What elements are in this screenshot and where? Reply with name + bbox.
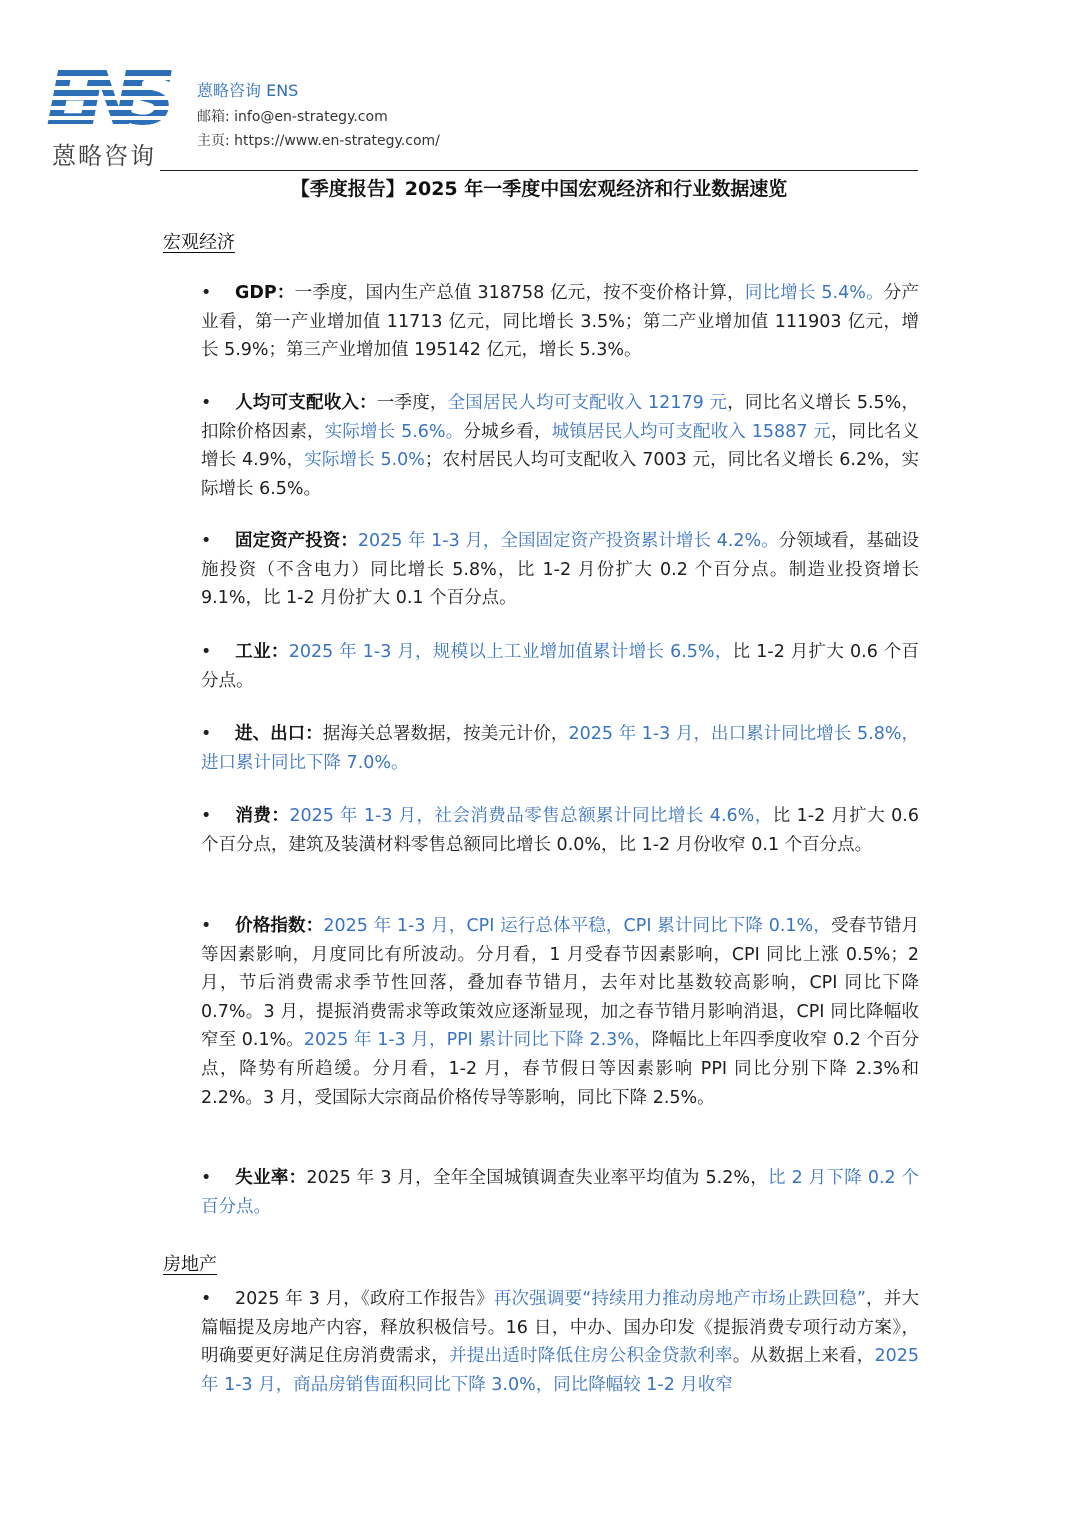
bullet-icon: • bbox=[201, 1168, 212, 1188]
body-text: ，并大篇幅提及房地产内容，释放积极信号。16 日，中办、国办印发《提振消费专项行动方案》，明确要更好满足住房消费需求， bbox=[201, 1289, 919, 1367]
real-estate-item bbox=[201, 1285, 919, 1399]
ens-logo-mark bbox=[44, 56, 172, 136]
item-label: 进、出口： bbox=[235, 724, 323, 744]
bullet-icon: • bbox=[201, 393, 212, 413]
body-text: 。从数据上来看， bbox=[732, 1346, 875, 1367]
highlighted-text: 实际增长 5.0% bbox=[304, 450, 425, 471]
body-text: 比 1-2 月扩大 0.6 个百分点。 bbox=[201, 642, 920, 691]
body-text: 2025 年 3 月，全年全国城镇调查失业率平均值为 5.2%， bbox=[306, 1168, 769, 1188]
highlighted-text: 同比增长 5.4%。 bbox=[744, 283, 884, 303]
body-text: 降幅比上年四季度收窄 0.2 个百分点，降势有所趋缓。分月看，1-2 月，春节假日等因素影响 PPI 同比分别下降 2.3%和 2.2%。3 月，受国际大宗商品价格传导等影响，同比下降 2.5%。 bbox=[201, 1030, 919, 1108]
body-text: 分产业看，第一产业增加值 11713 亿元，同比增长 3.5%；第二产业增加值 111903 亿元，增长 5.9%；第三产业增加值 195142 亿元，增长 5.3%。 bbox=[201, 283, 920, 361]
highlighted-text: 全国居民人均可支配收入 12179 元 bbox=[447, 393, 728, 413]
section-heading-real-estate: 房地产 bbox=[163, 1254, 217, 1275]
logo-chinese-name: 蒽略咨询 bbox=[52, 142, 156, 170]
macro-item-income bbox=[201, 389, 919, 503]
highlighted-text: 比 2 月下降 0.2 个百分点。 bbox=[201, 1168, 919, 1217]
item-label: 工业： bbox=[235, 642, 289, 662]
macro-item-investment bbox=[201, 527, 919, 613]
body-text: ，同比名义增长 5.5%，扣除价格因素， bbox=[201, 393, 920, 442]
body-text: 分城乡看， bbox=[463, 421, 552, 442]
bullet-icon: • bbox=[201, 724, 212, 744]
header-divider bbox=[160, 170, 918, 171]
macro-item-trade bbox=[201, 720, 919, 777]
item-label: 消费： bbox=[235, 806, 290, 826]
highlighted-text: 2025 年 1-3 月，规模以上工业增加值累计增长 6.5%， bbox=[288, 642, 733, 662]
brand-block bbox=[197, 78, 440, 154]
highlighted-text: 城镇居民人均可支配收入 15887 元 bbox=[551, 421, 831, 442]
body-text: 受春节错月等因素影响，月度同比有所波动。分月看，1 月受春节因素影响，CPI 同比上涨 0.5%；2 月，节后消费需求季节性回落，叠加春节错月，去年对比基数较高影响，CPI 同比下降 0.7%。3 月，提振消费需求等政策效应逐渐显现，加之春节错月影响消退，CPI 同比降幅收窄至 0.1%。 bbox=[201, 916, 920, 1051]
highlighted-text: 再次强调要“持续用力推动房地产市场止跌回稳” bbox=[493, 1289, 866, 1309]
highlighted-text: 2025 年 1-3 月，CPI 运行总体平稳，CPI 累计同比下降 0.1%， bbox=[323, 916, 831, 936]
bullet-icon: • bbox=[201, 531, 212, 551]
bullet-icon: • bbox=[201, 1289, 212, 1309]
item-label: 人均可支配收入： bbox=[235, 393, 377, 413]
highlighted-text: 2025 年 1-3 月，出口累计同比增长 5.8%，进口累计同比下降 7.0%。 bbox=[201, 724, 920, 773]
highlighted-text: 2025 年 1-3 月，社会消费品零售总额累计同比增长 4.6%， bbox=[289, 806, 773, 826]
brand-email[interactable]: 邮箱: info@en-strategy.com bbox=[197, 109, 388, 125]
body-text: 一季度，国内生产总值 318758 亿元，按不变价格计算， bbox=[294, 283, 745, 303]
body-text: 据海关总署数据，按美元计价， bbox=[322, 724, 569, 744]
body-text: 比 1-2 月扩大 0.6 个百分点，建筑及装潢材料零售总额同比增长 0.0%，比 1-2 月份收窄 0.1 个百分点。 bbox=[201, 806, 920, 855]
highlighted-text: 2025 年 1-3 月，商品房销售面积同比下降 3.0%，同比降幅较 1-2 月收窄 bbox=[201, 1346, 920, 1395]
brand-name: 蒽略咨询 ENS bbox=[197, 81, 299, 100]
item-label: 固定资产投资： bbox=[235, 531, 358, 551]
section-heading-macro: 宏观经济 bbox=[163, 232, 235, 253]
item-label: 失业率： bbox=[235, 1168, 307, 1188]
item-label: GDP： bbox=[235, 283, 295, 303]
macro-item-unemployment bbox=[201, 1164, 919, 1221]
body-text: 一季度， bbox=[376, 393, 448, 413]
macro-item-gdp bbox=[201, 279, 919, 365]
report-title: 【季度报告】2025 年一季度中国宏观经济和行业数据速览 bbox=[290, 178, 788, 200]
macro-item-price-index bbox=[201, 912, 919, 1112]
macro-item-industry bbox=[201, 638, 919, 695]
body-text: 2025 年 3 月，《政府工作报告》 bbox=[235, 1289, 494, 1309]
highlighted-text: 并提出适时降低住房公积金贷款利率 bbox=[449, 1346, 733, 1367]
highlighted-text: 2025 年 1-3 月，全国固定资产投资累计增长 4.2%。 bbox=[357, 531, 779, 551]
body-text: ，同比名义增长 4.9%， bbox=[201, 421, 920, 471]
highlighted-text: 实际增长 5.6%。 bbox=[324, 421, 464, 442]
body-text: ；农村居民人均可支配收入 7003 元，同比名义增长 6.2%，实际增长 6.5%。 bbox=[201, 450, 919, 499]
bullet-icon: • bbox=[201, 283, 212, 303]
bullet-icon: • bbox=[201, 642, 212, 662]
item-label: 价格指数： bbox=[235, 916, 324, 936]
body-text: 分领域看，基础设施投资（不含电力）同比增长 5.8%，比 1-2 月份扩大 0.2 个百分点。制造业投资增长 9.1%，比 1-2 月份扩大 0.1 个百分点。 bbox=[201, 531, 920, 609]
brand-homepage[interactable]: 主页: https://www.en-strategy.com/ bbox=[197, 133, 440, 149]
bullet-icon: • bbox=[201, 916, 212, 936]
bullet-icon: • bbox=[201, 806, 212, 826]
highlighted-text: 2025 年 1-3 月，PPI 累计同比下降 2.3%， bbox=[303, 1030, 652, 1051]
macro-item-consumption bbox=[201, 802, 919, 859]
